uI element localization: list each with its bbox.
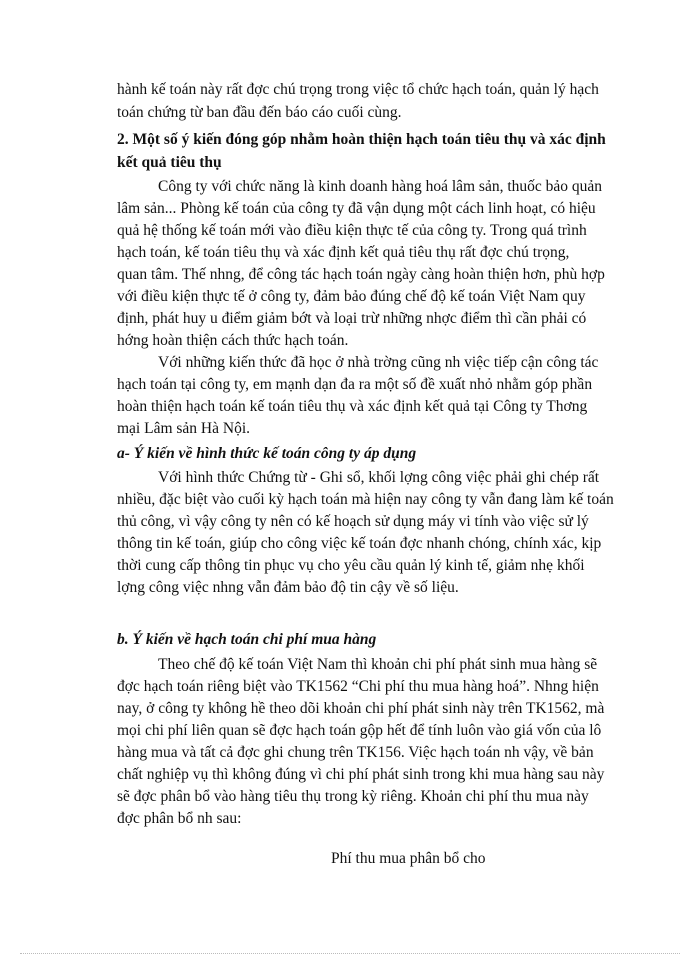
intro-line-2: toán chứng từ ban đầu đến báo cáo cuối cùng. xyxy=(117,104,402,121)
section-a-para-line: thủ công, vì vậy công ty nên có kế hoạch sử dụng máy vi tính vào việc sử lý xyxy=(117,513,589,530)
section-a-para-line: nhiều, đặc biệt vào cuối kỳ hạch toán mà hiện nay công ty vẫn đang làm kế toán xyxy=(117,491,614,508)
section2-para1-line: hạch toán, kế toán tiêu thụ và xác định kết quả tiêu thụ rất đợc chú trọng, xyxy=(117,244,570,261)
section2-para2-line: mại Lâm sản Hà Nội. xyxy=(117,420,251,437)
section-b-para-line: hàng mua và tất cả đợc ghi chung trên TK156. Việc hạch toán nh vậy, về bản xyxy=(117,744,594,761)
section-a-para-line: Với hình thức Chứng từ - Ghi sổ, khối lợng công việc phải ghi chép rất xyxy=(158,469,600,486)
section2-para1-line: quan tâm. Thế nhng, để công tác hạch toán ngày càng hoàn thiện hơn, phù hợp xyxy=(117,266,605,283)
section2-title-line-1: 2. Một số ý kiến đóng góp nhằm hoàn thiện hạch toán tiêu thụ và xác định xyxy=(117,131,606,148)
section-a-para-line: thông tin kế toán, giúp cho công việc kế toán đợc nhanh chóng, chính xác, kịp xyxy=(117,535,602,552)
section2-para1-line: Công ty với chức năng là kinh doanh hàng hoá lâm sản, thuốc bảo quản xyxy=(158,178,603,195)
section2-title-line-2: kết quả tiêu thụ xyxy=(117,154,222,171)
section2-para1-line: hớng hoàn thiện cách thức hạch toán. xyxy=(117,332,349,349)
section-b-para-line: sẽ đợc phân bổ vào hàng tiêu thụ trong kỳ riêng. Khoản chi phí thu mua này xyxy=(117,788,589,805)
intro-line-1: hành kế toán này rất đợc chú trọng trong việc tổ chức hạch toán, quản lý hạch xyxy=(117,81,599,98)
section2-para1-line: với điều kiện thực tế ở công ty, đảm bảo đúng chế độ kế toán Việt Nam quy xyxy=(117,288,586,305)
section-a-para-line: lợng công việc nhng vẫn đảm bảo độ tin cậy về số liệu. xyxy=(117,579,459,596)
section-b-para-line: Theo chế độ kế toán Việt Nam thì khoản chi phí phát sinh mua hàng sẽ xyxy=(158,656,598,673)
section-b-para-line: đợc hạch toán riêng biệt vào TK1562 “Chi phí thu mua hàng hoá”. Nhng hiện xyxy=(117,678,599,695)
page-bottom-divider xyxy=(20,953,680,954)
section-b-title: b. Ý kiến về hạch toán chi phí mua hàng xyxy=(117,631,377,648)
section2-para1-line: quả hệ thống kế toán mới vào điều kiện thực tế của công ty. Trong quá trình xyxy=(117,222,587,239)
section-b-para-line: mọi chi phí liên quan sẽ đợc hạch toán gộp hết để tính luôn vào giá vốn của lô xyxy=(117,722,602,739)
section2-para1-line: định, phát huy u điểm giảm bớt và loại trừ những nhợc điểm thì cần phải có xyxy=(117,310,587,327)
section-a-para-line: thời cung cấp thông tin phục vụ cho yêu cầu quản lý kinh tế, giảm nhẹ khối xyxy=(117,557,585,574)
section-b-para-line: đợc phân bổ nh sau: xyxy=(117,810,242,827)
section-a-title: a- Ý kiến về hình thức kế toán công ty áp dụng xyxy=(117,445,417,462)
section2-para2-line: hoàn thiện hạch toán kế toán tiêu thụ và xác định kết quả tại Công ty Thơng xyxy=(117,398,588,415)
section2-para2-line: Với những kiến thức đã học ở nhà trờng cũng nh việc tiếp cận công tác xyxy=(158,354,599,371)
section-b-para-line: nay, ở công ty không hề theo dõi khoản chi phí phát sinh này trên TK1562, mà xyxy=(117,700,605,717)
section-b-para-line: chất nghiệp vụ thì không đúng vì chi phí phát sinh trong khi mua hàng sau này xyxy=(117,766,605,783)
section2-para2-line: hạch toán tại công ty, em mạnh dạn đa ra một số đề xuất nhỏ nhằm góp phần xyxy=(117,376,593,393)
formula-label: Phí thu mua phân bổ cho xyxy=(331,850,486,867)
section2-para1-line: lâm sản... Phòng kế toán của công ty đã vận dụng một cách linh hoạt, có hiệu xyxy=(117,200,596,217)
